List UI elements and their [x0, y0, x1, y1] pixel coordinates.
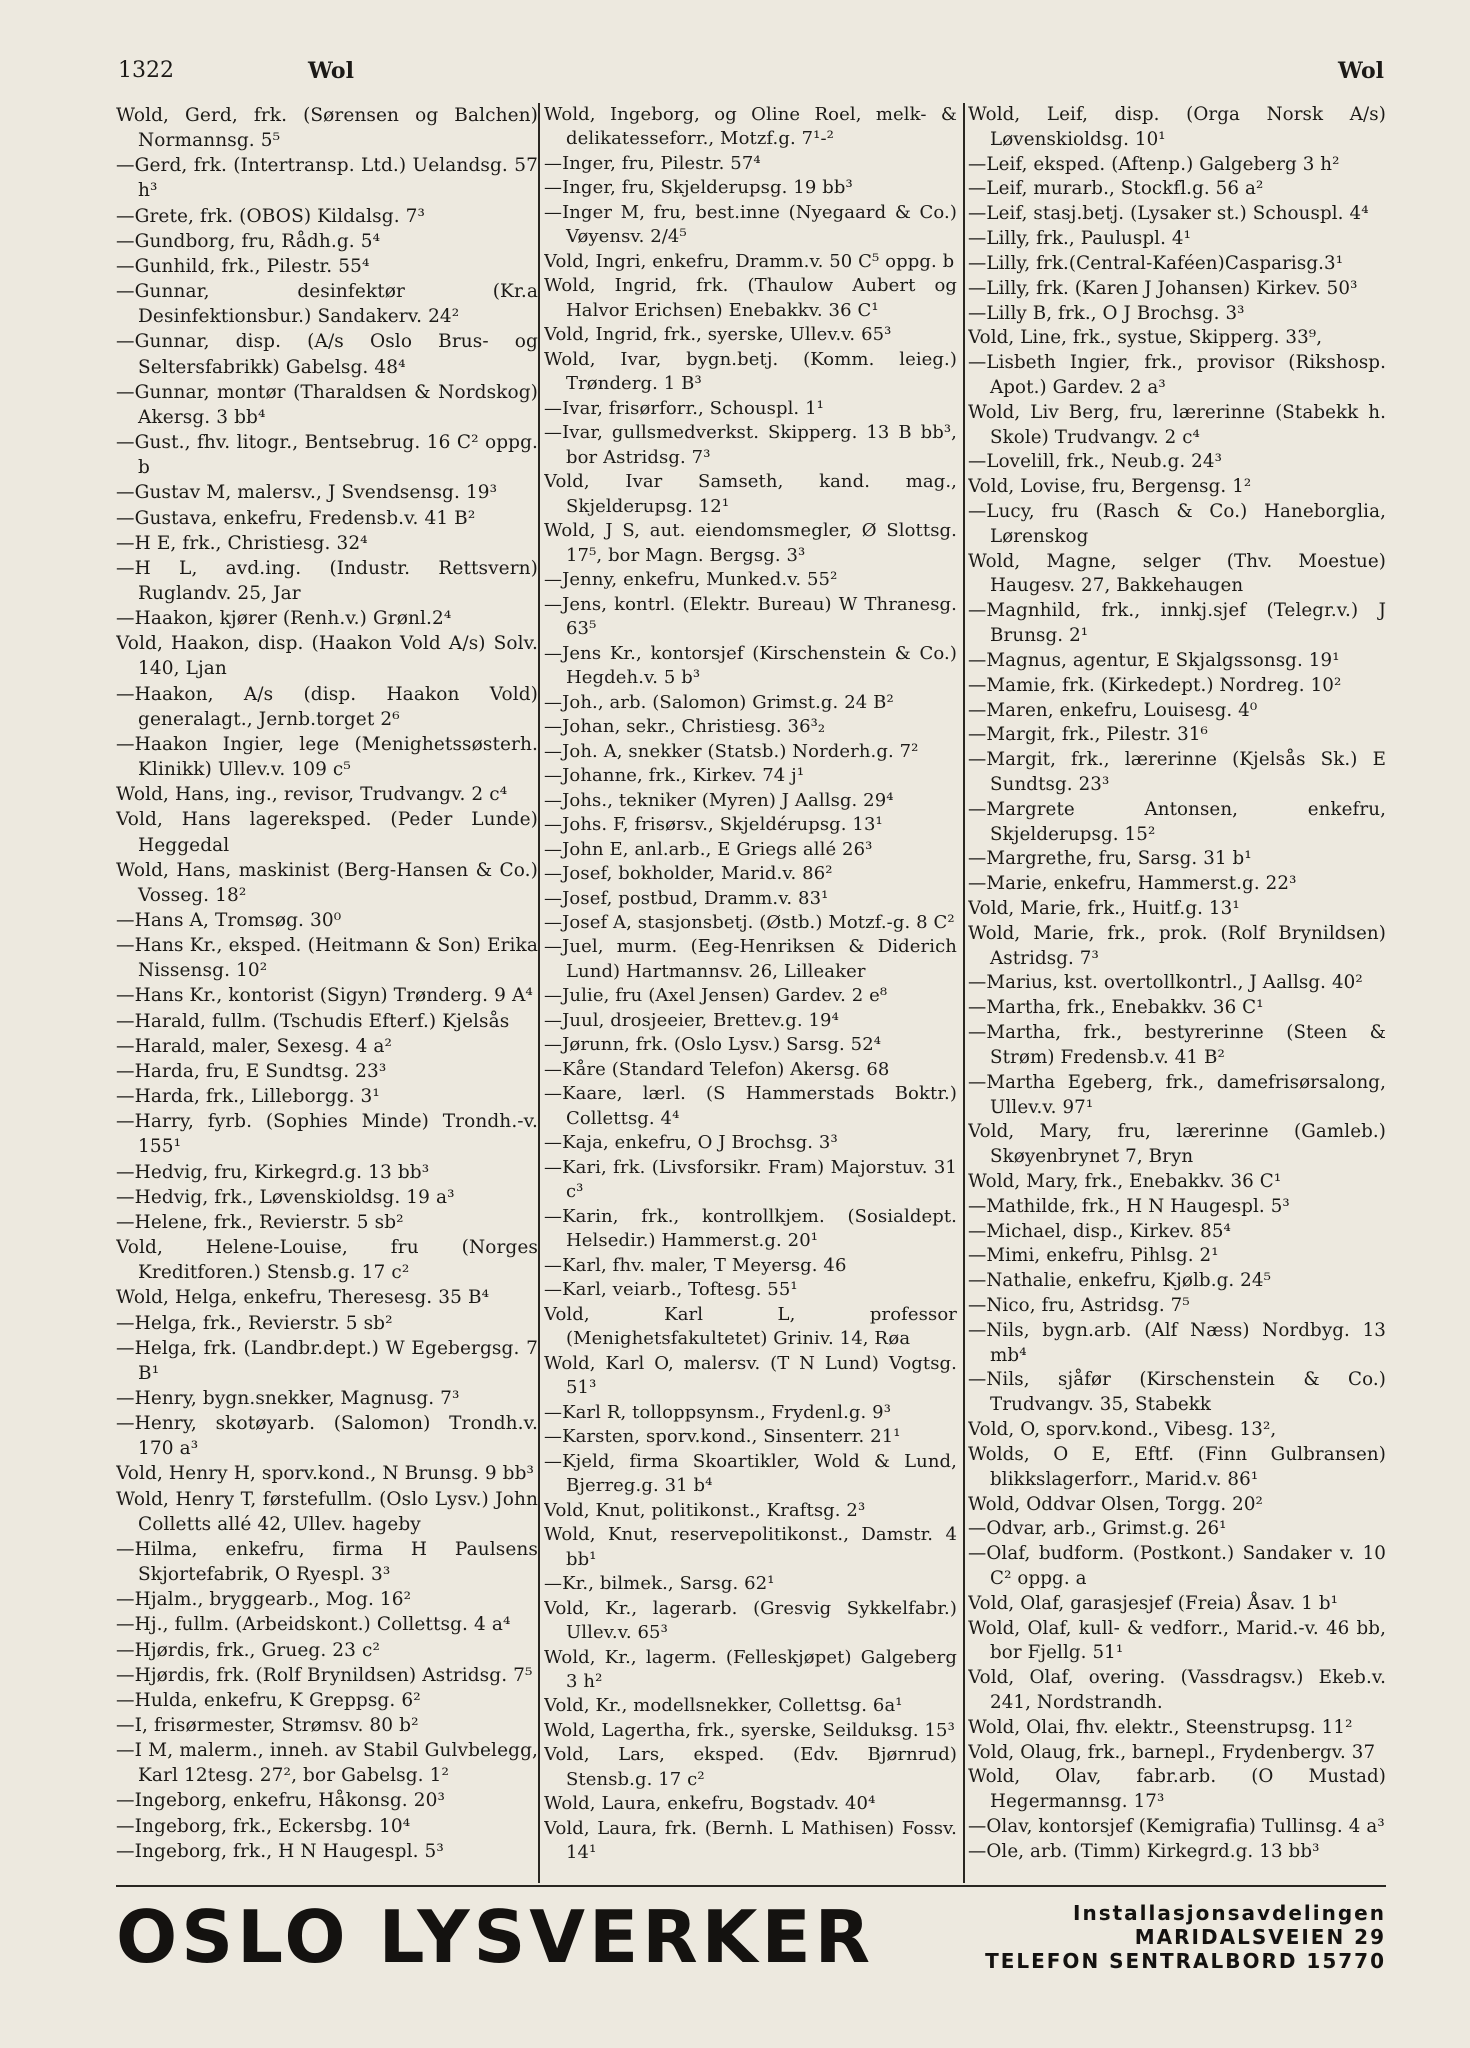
directory-entry: —Lilly, frk. (Karen J Johansen) Kirkev. 50³	[968, 277, 1358, 299]
directory-columns	[116, 103, 1386, 1883]
directory-entry: —Hulda, enkefru, K Greppsg. 6²	[116, 1689, 421, 1711]
directory-entry: —Joh. A, snekker (Statsb.) Norderh.g. 7²	[544, 740, 919, 762]
directory-entry: —Martha, frk., Enebakkv. 36 C¹	[968, 997, 1264, 1019]
directory-entry: Wold, Gerd, frk. (Sørensen og Balchen) Normannsg. 5⁵	[116, 105, 538, 152]
directory-entry: —Margit, frk., Pilestr. 31⁶	[968, 724, 1208, 746]
directory-entry: —Kari, frk. (Livsforsikr. Fram) Majorstuv. 31 c³	[544, 1156, 957, 1203]
column-1	[116, 103, 538, 1883]
directory-entry: Vold, Knut, politikonst., Kraftsg. 2³	[544, 1499, 866, 1521]
directory-entry: —Gundborg, fru, Rådh.g. 5⁴	[116, 230, 381, 252]
directory-entry: Wold, Olav, fabr.arb. (O Mustad) Hegermannsg. 17³	[968, 1766, 1386, 1813]
directory-entry: Vold, Mary, fru, lærerinne (Gamleb.) Skøyenbrynet 7, Bryn	[968, 1121, 1386, 1168]
directory-entry: —Juul, drosjeeier, Brettev.g. 19⁴	[544, 1009, 839, 1031]
directory-entry: Wold, Laura, enkefru, Bogstadv. 40⁴	[544, 1793, 876, 1815]
directory-entry: —Ingeborg, enkefru, Håkonsg. 20³	[116, 1790, 446, 1812]
directory-entry: —Haakon Ingier, lege (Menighetssøsterh. Klinikk) Ullev.v. 109 c⁵	[116, 733, 538, 781]
directory-entry: —Ole, arb. (Timm) Kirkegrd.g. 13 bb³	[968, 1840, 1320, 1862]
directory-entry: Wold, Helga, enkefru, Theresesg. 35 B⁴	[116, 1287, 490, 1309]
directory-entry: —Nils, sjåfør (Kirschenstein & Co.) Trudvangv. 35, Stabekk	[968, 1369, 1386, 1416]
directory-entry: —Mimi, enkefru, Pihlsg. 2¹	[968, 1245, 1219, 1267]
directory-entry: —Nils, bygn.arb. (Alf Næss) Nordbyg. 13 mb⁴	[968, 1319, 1386, 1366]
directory-entry: —Ivar, frisørforr., Schouspl. 1¹	[544, 397, 824, 419]
directory-entry: —Harald, fullm. (Tschudis Efterf.) Kjelsås	[116, 1010, 510, 1032]
ad-contact-info	[966, 1901, 1386, 1973]
directory-entry: —Leif, stasj.betj. (Lysaker st.) Schouspl. 4⁴	[968, 203, 1369, 225]
directory-entry: —Leif, eksped. (Aftenp.) Galgeberg 3 h²	[968, 153, 1340, 175]
directory-entry: —Nico, fru, Astridsg. 7⁵	[968, 1295, 1190, 1316]
directory-entry: —John E, anl.arb., E Griegs allé 26³	[544, 838, 873, 860]
directory-entry: —Gunnar, desinfektør (Kr.a Desinfektionsbur.) Sandakerv. 24²	[116, 281, 538, 328]
directory-entry: —Jørunn, frk. (Oslo Lysv.) Sarsg. 52⁴	[544, 1034, 882, 1056]
directory-entry: —Kaja, enkefru, O J Brochsg. 3³	[544, 1132, 838, 1154]
directory-entry: Wold, J S, aut. eiendomsmegler, Ø Slottsg. 17⁵, bor Magn. Bergsg. 3³	[544, 520, 957, 566]
directory-entry: —Hj., fullm. (Arbeidskont.) Collettsg. 4 a⁴	[116, 1614, 511, 1636]
guide-word-right: Wol	[1338, 58, 1384, 84]
directory-entry: —Marius, kst. overtollkontrl., J Aallsg. 40²	[968, 972, 1363, 994]
directory-entry: Vold, Ingrid, frk., syerske, Ullev.v. 65³	[544, 324, 892, 346]
directory-entry: —Jens Kr., kontorsjef (Kirschenstein & Co.) Hegdeh.v. 5 b³	[544, 642, 957, 689]
directory-entry: —Lilly, frk.(Central-Kaféen)Casparisg.3¹	[968, 252, 1344, 274]
directory-entry: Vold, Laura, frk. (Bernh. L Mathisen) Fossv. 14¹	[544, 1817, 957, 1864]
directory-entry: —Michael, disp., Kirkev. 85⁴	[968, 1220, 1231, 1242]
directory-entry: Wold, Olaf, kull- & vedforr., Marid.-v. 46 bb, bor Fjellg. 51¹	[968, 1617, 1386, 1664]
page-number: 1322	[118, 58, 174, 83]
directory-entry: —Josef, bokholder, Marid.v. 86²	[544, 863, 833, 885]
directory-entry: —Olaf, budform. (Postkont.) Sandaker v. 10 C² oppg. a	[968, 1543, 1386, 1589]
directory-entry: Wolds, O E, Eftf. (Finn Gulbransen) blikkslagerforr., Marid.v. 86¹	[968, 1443, 1386, 1490]
column-3	[968, 103, 1386, 1883]
directory-entry: —Magnhild, frk., innkj.sjef (Telegr.v.) J Brunsg. 2¹	[968, 600, 1386, 647]
directory-entry: Wold, Ingeborg, og Oline Roel, melk- & delikatesseforr., Motzf.g. 7¹-²	[544, 104, 957, 150]
directory-entry: —Olav, kontorsjef (Kemigrafia) Tullinsg. 4 a³	[968, 1816, 1385, 1838]
directory-entry: —Johanne, frk., Kirkev. 74 j¹	[544, 765, 805, 787]
directory-entry: Vold, Olaf, overing. (Vassdragsv.) Ekeb.v. 241, Nordstrandh.	[968, 1667, 1386, 1713]
directory-entry: Wold, Marie, frk., prok. (Rolf Brynildsen) Astridsg. 7³	[968, 922, 1386, 969]
directory-entry: —Julie, fru (Axel Jensen) Gardev. 2 e⁸	[544, 985, 888, 1007]
directory-entry: —Leif, murarb., Stockfl.g. 56 a²	[968, 178, 1264, 200]
directory-entry: Vold, Olaf, garasjesjef (Freia) Åsav. 1 b¹	[968, 1592, 1339, 1614]
directory-entry: —Inger, fru, Skjelderupsg. 19 bb³	[544, 177, 853, 199]
directory-entry: —Lilly B, frk., O J Brochsg. 3³	[968, 302, 1245, 324]
directory-entry: Wold, Leif, disp. (Orga Norsk A/s) Løvenskioldsg. 10¹	[968, 104, 1386, 150]
directory-entry: —I M, malerm., inneh. av Stabil Gulvbelegg, Karl 12tesg. 27², bor Gabelsg. 1²	[116, 1740, 538, 1787]
directory-entry: —Lilly, frk., Pauluspl. 4¹	[968, 228, 1192, 250]
directory-entry: Vold, Hans lagereksped. (Peder Lunde) Heggedal	[116, 809, 538, 856]
directory-entry: —Juel, murm. (Eeg-Henriksen & Diderich Lund) Hartmannsv. 26, Lilleaker	[544, 936, 957, 982]
directory-entry: —Hilma, enkefru, firma H Paulsens Skjortefabrik, O Ryespl. 3³	[116, 1538, 538, 1586]
directory-entry: —Hans Kr., kontorist (Sigyn) Trønderg. 9 A⁴	[116, 985, 533, 1007]
directory-entry: —Kr., bilmek., Sarsg. 62¹	[544, 1573, 775, 1595]
directory-entry: —Karl, veiarb., Toftesg. 55¹	[544, 1279, 798, 1301]
directory-entry: —Jens, kontrl. (Elektr. Bureau) W Thranesg. 63⁵	[544, 593, 957, 640]
directory-entry: —H E, frk., Christiesg. 32⁴	[116, 532, 368, 554]
directory-entry: —Harda, frk., Lilleborgg. 3¹	[116, 1086, 380, 1108]
directory-entry: —Hans A, Tromsøg. 30⁰	[116, 910, 342, 931]
directory-entry: Vold, Kr., modellsnekker, Collettsg. 6a¹	[544, 1695, 903, 1717]
directory-entry: —Hedvig, frk., Løvenskioldsg. 19 a³	[116, 1186, 455, 1208]
directory-entry: Wold, Olai, fhv. elektr., Steenstrupsg. 11²	[968, 1716, 1353, 1738]
directory-entry: Vold, Marie, frk., Huitf.g. 13¹	[968, 898, 1240, 919]
directory-entry: Wold, Kr., lagerm. (Felleskjøpet) Galgeberg 3 h²	[544, 1646, 957, 1692]
directory-entry: —Gustava, enkefru, Fredensb.v. 41 B²	[116, 507, 476, 529]
directory-entry: Wold, Ivar, bygn.betj. (Komm. leieg.) Trønderg. 1 B³	[544, 348, 957, 395]
directory-entry: —Karl, fhv. maler, T Meyersg. 46	[544, 1254, 847, 1276]
directory-entry: Wold, Liv Berg, fru, lærerinne (Stabekk h. Skole) Trudvangv. 2 c⁴	[968, 401, 1386, 448]
directory-entry: Wold, Hans, ing., revisor, Trudvangv. 2 c⁴	[116, 784, 508, 806]
directory-entry: Wold, Magne, selger (Thv. Moestue) Haugesv. 27, Bakkehaugen	[968, 550, 1386, 597]
directory-entry: —Haakon, kjører (Renh.v.) Grønl.2⁴	[116, 608, 452, 630]
directory-entry: —Gustav M, malersv., J Svendsensg. 19³	[116, 482, 498, 504]
page-header	[118, 58, 1384, 94]
directory-entry: Wold, Ingrid, frk. (Thaulow Aubert og Halvor Erichsen) Enebakkv. 36 C¹	[544, 275, 957, 321]
directory-entry: —Kjeld, firma Skoartikler, Wold & Lund, Bjerreg.g. 31 b⁴	[544, 1450, 957, 1497]
directory-entry: Wold, Lagertha, frk., syerske, Seilduksg. 15³	[544, 1719, 955, 1741]
directory-entry: Vold, Karl L, professor (Menighetsfakultetet) Griniv. 14, Røa	[544, 1303, 957, 1350]
directory-entry: —Hjørdis, frk. (Rolf Brynildsen) Astridsg. 7⁵	[116, 1664, 533, 1686]
column-2	[544, 103, 957, 1883]
directory-entry: —Gunhild, frk., Pilestr. 55⁴	[116, 255, 370, 277]
directory-entry: Wold, Oddvar Olsen, Torgg. 20²	[968, 1493, 1263, 1515]
directory-entry: —Gunnar, disp. (A/s Oslo Brus- og Seltersfabrikk) Gabelsg. 48⁴	[116, 331, 538, 378]
directory-entry: —Inger, fru, Pilestr. 57⁴	[544, 152, 761, 174]
directory-entry: —H L, avd.ing. (Industr. Rettsvern) Ruglandv. 25, Jar	[116, 557, 538, 604]
directory-entry: —Karsten, sporv.kond., Sinsenterr. 21¹	[544, 1426, 901, 1448]
directory-entry: —Marie, enkefru, Hammerst.g. 22³	[968, 873, 1297, 895]
directory-entry: —Kåre (Standard Telefon) Akersg. 68	[544, 1058, 890, 1080]
directory-entry: —Hans Kr., eksped. (Heitmann & Son) Erika Nissensg. 10²	[116, 935, 538, 982]
directory-entry: Vold, Henry H, sporv.kond., N Brunsg. 9 bb³	[116, 1463, 535, 1485]
directory-entry: —Ingeborg, frk., H N Haugespl. 5³	[116, 1840, 444, 1862]
directory-entry: —Maren, enkefru, Louisesg. 4⁰	[968, 699, 1258, 721]
directory-entry: Wold, Knut, reservepolitikonst., Damstr. 4 bb¹	[544, 1524, 957, 1570]
directory-entry: Vold, Helene-Louise, fru (Norges Kreditforen.) Stensb.g. 17 c²	[116, 1237, 538, 1284]
directory-entry: —Helga, frk., Revierstr. 5 sb²	[116, 1312, 393, 1334]
directory-entry: —Lucy, fru (Rasch & Co.) Haneborglia, Lørenskog	[968, 501, 1386, 547]
ad-department: Installasjonsavdelingen	[1073, 1901, 1386, 1925]
directory-entry: —Grete, frk. (OBOS) Kildalsg. 7³	[116, 205, 426, 227]
directory-entry: —Ivar, gullsmedverkst. Skipperg. 13 B bb³, bor Astridsg. 7³	[544, 422, 957, 468]
directory-entry: —Josef A, stasjonsbetj. (Østb.) Motzf.-g. 8 C²	[544, 911, 955, 933]
directory-entry: Wold, Mary, frk., Enebakkv. 36 C¹	[968, 1170, 1282, 1192]
directory-entry: —Helene, frk., Revierstr. 5 sb²	[116, 1211, 404, 1233]
directory-entry: —Karin, frk., kontrollkjem. (Sosialdept. Helsedir.) Hammerst.g. 20¹	[544, 1205, 957, 1252]
directory-entry: —Martha Egeberg, frk., damefrisørsalong, Ullev.v. 97¹	[968, 1071, 1386, 1118]
directory-entry: —Harry, fyrb. (Sophies Minde) Trondh.-v. 155¹	[116, 1111, 538, 1158]
directory-entry: —Josef, postbud, Dramm.v. 83¹	[544, 887, 829, 909]
directory-entry: Wold, Hans, maskinist (Berg-Hansen & Co.) Vosseg. 18²	[116, 859, 538, 906]
directory-entry: —Harald, maler, Sexesg. 4 a²	[116, 1035, 393, 1057]
directory-entry: —Odvar, arb., Grimst.g. 26¹	[968, 1518, 1227, 1540]
directory-entry: —Johs., tekniker (Myren) J Aallsg. 29⁴	[544, 789, 894, 811]
directory-entry: —Lovelill, frk., Neub.g. 24³	[968, 451, 1222, 473]
guide-word-left: Wol	[308, 58, 354, 84]
directory-entry: Vold, Line, frk., systue, Skipperg. 33⁹,	[968, 327, 1323, 349]
directory-entry: —Harda, fru, E Sundtsg. 23³	[116, 1060, 387, 1082]
directory-entry: —Joh., arb. (Salomon) Grimst.g. 24 B²	[544, 691, 894, 713]
directory-entry: —Helga, frk. (Landbr.dept.) W Egebergsg. 7 B¹	[116, 1337, 538, 1384]
directory-entry: Vold, Ivar Samseth, kand. mag., Skjelderupsg. 12¹	[544, 471, 957, 517]
directory-entry: —Hjalm., bryggearb., Mog. 16²	[116, 1589, 412, 1611]
directory-entry: Vold, O, sporv.kond., Vibesg. 13²,	[968, 1419, 1277, 1441]
ad-brand-name: OSLO LYSVERKER	[116, 1895, 875, 1979]
directory-entry: —Hedvig, fru, Kirkegrd.g. 13 bb³	[116, 1161, 430, 1183]
directory-entry: —Jenny, enkefru, Munked.v. 55²	[544, 569, 838, 591]
directory-entry: Vold, Ingri, enkefru, Dramm.v. 50 C⁵ oppg. b	[544, 250, 955, 272]
directory-entry: —I, frisørmester, Strømsv. 80 b²	[116, 1715, 419, 1736]
directory-entry: —Mathilde, frk., H N Haugespl. 5³	[968, 1195, 1290, 1217]
directory-entry: —Mamie, frk. (Kirkedept.) Nordreg. 10²	[968, 674, 1342, 696]
directory-entry: —Gerd, frk. (Intertransp. Ltd.) Uelandsg. 57 h³	[116, 155, 538, 202]
directory-entry: Vold, Kr., lagerarb. (Gresvig Sykkelfabr.) Ullev.v. 65³	[544, 1597, 957, 1644]
directory-entry: —Margrethe, fru, Sarsg. 31 b¹	[968, 848, 1252, 870]
directory-entry: Vold, Olaug, frk., barnepl., Frydenbergv. 37	[968, 1741, 1376, 1763]
directory-entry: —Gunnar, montør (Tharaldsen & Nordskog) Akersg. 3 bb⁴	[116, 381, 538, 428]
directory-entry: —Henry, bygn.snekker, Magnusg. 7³	[116, 1387, 460, 1409]
directory-entry: Vold, Haakon, disp. (Haakon Vold A/s) Solv. 140, Ljan	[116, 633, 538, 680]
directory-entry: —Magnus, agentur, E Skjalgssonsg. 19¹	[968, 649, 1340, 671]
directory-entry: —Hjørdis, frk., Grueg. 23 c²	[116, 1639, 380, 1661]
directory-entry: —Martha, frk., bestyrerinne (Steen & Strøm) Fredensb.v. 41 B²	[968, 1022, 1386, 1068]
ad-phone: TELEFON SENTRALBORD 15770	[985, 1949, 1386, 1973]
directory-entry: —Inger M, fru, best.inne (Nyegaard & Co.) Vøyensv. 2/4⁵	[544, 201, 957, 248]
advertisement-banner	[116, 1885, 1386, 1977]
directory-entry: Wold, Karl O, malersv. (T N Lund) Vogtsg. 51³	[544, 1352, 957, 1399]
directory-entry: —Gust., fhv. litogr., Bentsebrug. 16 C² oppg. b	[116, 432, 538, 479]
ad-address: MARIDALSVEIEN 29	[1134, 1925, 1386, 1949]
directory-entry: —Johs. F, frisørsv., Skjeldérupsg. 13¹	[544, 814, 883, 836]
directory-entry: —Ingeborg, frk., Eckersbg. 10⁴	[116, 1815, 411, 1837]
directory-entry: —Johan, sekr., Christiesg. 36³₂	[544, 716, 826, 738]
directory-entry: Wold, Henry T, førstefullm. (Oslo Lysv.) John Colletts allé 42, Ullev. hageby	[116, 1488, 538, 1535]
directory-entry: —Karl R, tolloppsynsm., Frydenl.g. 9³	[544, 1401, 892, 1423]
directory-entry: —Margit, frk., lærerinne (Kjelsås Sk.) E Sundtsg. 23³	[968, 749, 1386, 795]
directory-entry: —Henry, skotøyarb. (Salomon) Trondh.v. 170 a³	[116, 1413, 538, 1460]
directory-entry: —Haakon, A/s (disp. Haakon Vold) generalagt., Jernb.torget 2⁶	[116, 683, 538, 730]
directory-entry: Vold, Lovise, fru, Bergensg. 1²	[968, 476, 1252, 498]
directory-entry: —Nathalie, enkefru, Kjølb.g. 24⁵	[968, 1270, 1272, 1292]
directory-entry: —Lisbeth Ingier, frk., provisor (Rikshosp. Apot.) Gardev. 2 a³	[968, 352, 1386, 398]
directory-entry: —Margrete Antonsen, enkefru, Skjelderupsg. 15²	[968, 798, 1386, 845]
directory-entry: Vold, Lars, eksped. (Edv. Bjørnrud) Stensb.g. 17 c²	[544, 1744, 957, 1790]
directory-entry: —Kaare, lærl. (S Hammerstads Boktr.) Collettsg. 4⁴	[544, 1083, 957, 1129]
